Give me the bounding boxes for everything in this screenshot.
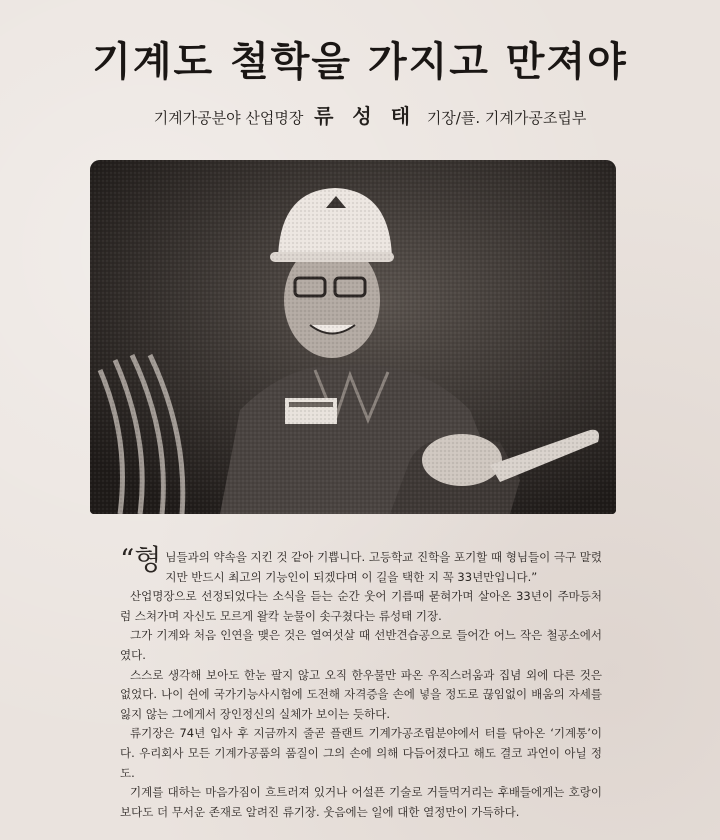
article-paragraph-3: 그가 기계와 처음 인연을 맺은 것은 열여섯살 때 선반견습공으로 들어간 어느 작은 철공소에서 였다.: [120, 628, 602, 662]
byline: [130, 100, 610, 129]
article-title: 기계도 철학을 가지고 만져야: [92, 38, 628, 85]
byline-position: 기장/플. 기계가공조립부: [426, 109, 587, 127]
article-paragraph-6: 기계를 대하는 마음가짐이 흐트러져 있거나 어설픈 기술로 거들먹거리는 후배들에게는 호랑이보다도 더 무서운 존재로 알려진 류기장. 웃음에는 일에 대한 열정만이 가득하다.: [120, 785, 602, 819]
portrait-photo: [90, 160, 616, 514]
article-paragraph-5: 류기장은 74년 입사 후 지금까지 줄곧 플랜트 기계가공조립분야에서 터를 닦아온 ‘기계통’이다. 우리회사 모든 기계가공품의 품질이 그의 손에 의해 다듬어졌다고 해도 결코 과언이 아닐 정도.: [120, 726, 602, 780]
article-paragraph-1: “형님들과의 약속을 지킨 것 같아 기쁩니다. 고등학교 진학을 포기할 때 형님들이 극구 말렸지만 반드시 최고의 기능인이 되겠다며 이 길을 택한 지 꼭 33년만입니다.”: [120, 543, 602, 584]
portrait-photo-graphic: [90, 160, 616, 514]
article-body: [120, 543, 602, 822]
byline-name: 류 성 태: [314, 104, 417, 128]
byline-field: 기계가공분야 산업명장: [153, 109, 304, 127]
dropcap: “형: [120, 543, 162, 576]
article-paragraph-2: 산업명장으로 선정되었다는 소식을 듣는 순간 웃어 기름때 묻혀가며 살아온 33년이 주마등처럼 스쳐가며 자신도 모르게 왈칵 눈물이 솟구쳤다는 류성태 기장.: [120, 589, 602, 623]
article-paragraph-4: 스스로 생각해 보아도 한눈 팔지 않고 오직 한우물만 파온 우직스러움과 집념 외에 다른 것은 없었다. 나이 쉰에 국가기능사시험에 도전해 자격증을 손에 넣을 정도로 끊임없이 배움의 자세를 잃지 않는 그에게서 장인정신의 실체가 보이는 듯하다.: [120, 667, 602, 721]
